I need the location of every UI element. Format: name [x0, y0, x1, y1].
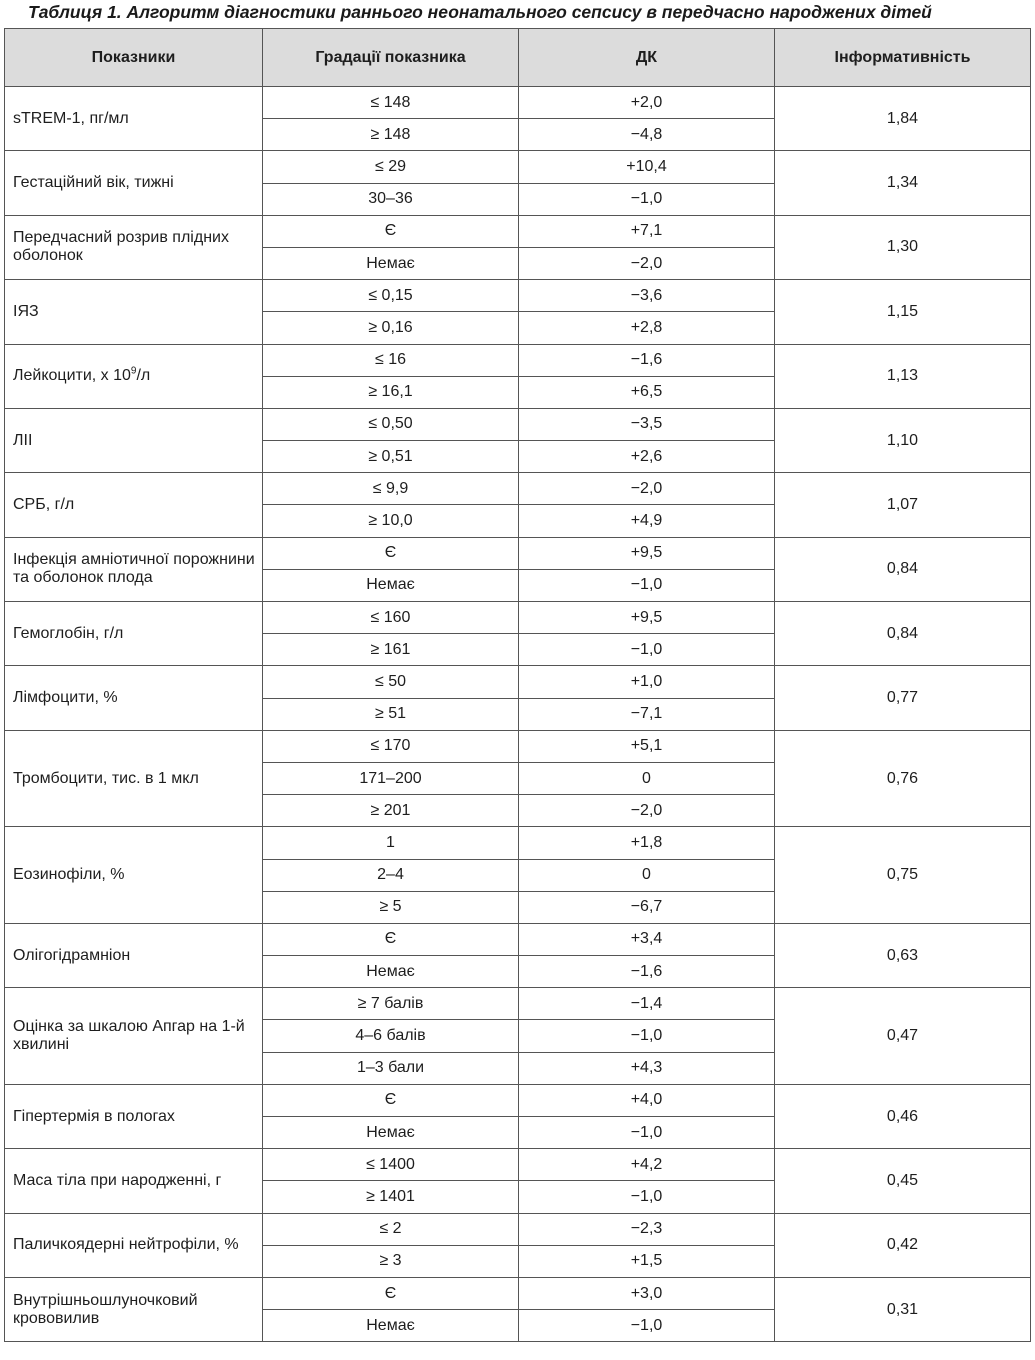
- informativeness-cell: 0,77: [775, 666, 1031, 730]
- table-row: [5, 151, 1031, 183]
- gradation-cell: 30–36: [263, 183, 519, 215]
- gradation-cell: ≤ 148: [263, 87, 519, 119]
- dk-cell: +5,1: [519, 730, 775, 762]
- dk-cell: 0: [519, 762, 775, 794]
- dk-cell: +4,3: [519, 1052, 775, 1084]
- indicator-name: [5, 988, 263, 1085]
- informativeness-cell: 0,45: [775, 1149, 1031, 1213]
- dk-cell: −1,0: [519, 569, 775, 601]
- informativeness-cell: 1,84: [775, 87, 1031, 151]
- indicator-name-text: Олігогідрамніон: [13, 946, 131, 964]
- indicator-name-text: Паличкоядерні нейтрофіли, %: [13, 1236, 239, 1254]
- table-row: [5, 1277, 1031, 1309]
- indicator-name-suffix: /л: [136, 367, 151, 385]
- indicator-name: [5, 215, 263, 279]
- indicator-name-superscript: 9: [130, 365, 137, 377]
- gradation-cell: Є: [263, 1277, 519, 1309]
- gradation-cell: Немає: [263, 956, 519, 988]
- dk-cell: −1,6: [519, 344, 775, 376]
- table-row: [5, 87, 1031, 119]
- informativeness-cell: 1,34: [775, 151, 1031, 215]
- dk-cell: −1,0: [519, 634, 775, 666]
- gradation-cell: ≥ 51: [263, 698, 519, 730]
- gradation-cell: ≥ 201: [263, 795, 519, 827]
- table-body: [5, 87, 1031, 1342]
- table-row: [5, 923, 1031, 955]
- dk-cell: −4,8: [519, 119, 775, 151]
- gradation-cell: ≤ 16: [263, 344, 519, 376]
- dk-cell: −6,7: [519, 891, 775, 923]
- informativeness-cell: 0,75: [775, 827, 1031, 924]
- gradation-cell: 2–4: [263, 859, 519, 891]
- indicator-name-text: Лейкоцити, х 10: [13, 367, 131, 385]
- dk-cell: −2,0: [519, 247, 775, 279]
- dk-cell: +6,5: [519, 376, 775, 408]
- indicator-name: [5, 666, 263, 730]
- indicator-name-text: Передчасний розрив плідних оболонок: [13, 229, 229, 265]
- dk-cell: +2,0: [519, 87, 775, 119]
- header-indicator: Показники: [5, 29, 263, 87]
- indicator-name-text: Гемоглобін, г/л: [13, 624, 124, 642]
- dk-cell: 0: [519, 859, 775, 891]
- indicator-name: [5, 280, 263, 344]
- informativeness-cell: 0,76: [775, 730, 1031, 827]
- gradation-cell: Є: [263, 215, 519, 247]
- informativeness-cell: 1,30: [775, 215, 1031, 279]
- dk-cell: −1,0: [519, 1310, 775, 1342]
- gradation-cell: ≤ 160: [263, 602, 519, 634]
- dk-cell: +4,9: [519, 505, 775, 537]
- table-row: [5, 215, 1031, 247]
- gradation-cell: Немає: [263, 1310, 519, 1342]
- informativeness-cell: 0,84: [775, 602, 1031, 666]
- informativeness-cell: 0,63: [775, 923, 1031, 987]
- table-caption: Таблиця 1. Алгоритм діагностики раннього неонатального сепсису в передчасно народжених дітей: [28, 2, 932, 22]
- dk-cell: −1,4: [519, 988, 775, 1020]
- informativeness-cell: 1,07: [775, 473, 1031, 537]
- indicator-name-text: Еозинофіли, %: [13, 866, 125, 884]
- gradation-cell: ≤ 170: [263, 730, 519, 762]
- dk-cell: −1,0: [519, 1020, 775, 1052]
- gradation-cell: ≤ 50: [263, 666, 519, 698]
- dk-cell: −1,0: [519, 1181, 775, 1213]
- dk-cell: +4,2: [519, 1149, 775, 1181]
- indicator-name: [5, 408, 263, 472]
- indicator-name: [5, 730, 263, 827]
- gradation-cell: ≥ 7 балів: [263, 988, 519, 1020]
- gradation-cell: ≥ 148: [263, 119, 519, 151]
- dk-cell: −2,3: [519, 1213, 775, 1245]
- gradation-cell: ≤ 9,9: [263, 473, 519, 505]
- header-dk: ДК: [519, 29, 775, 87]
- informativeness-cell: 1,10: [775, 408, 1031, 472]
- dk-cell: −2,0: [519, 473, 775, 505]
- indicator-name-text: Тромбоцити, тис. в 1 мкл: [13, 769, 199, 787]
- gradation-cell: ≥ 3: [263, 1245, 519, 1277]
- gradation-cell: ≤ 1400: [263, 1149, 519, 1181]
- dk-cell: +9,5: [519, 537, 775, 569]
- gradation-cell: ≥ 10,0: [263, 505, 519, 537]
- gradation-cell: ≤ 0,50: [263, 408, 519, 440]
- dk-cell: −1,6: [519, 956, 775, 988]
- indicator-name: [5, 1149, 263, 1213]
- dk-cell: +7,1: [519, 215, 775, 247]
- gradation-cell: ≤ 29: [263, 151, 519, 183]
- gradation-cell: ≤ 2: [263, 1213, 519, 1245]
- dk-cell: −2,0: [519, 795, 775, 827]
- table-row: [5, 1149, 1031, 1181]
- table-row: [5, 666, 1031, 698]
- gradation-cell: 1: [263, 827, 519, 859]
- dk-cell: +4,0: [519, 1084, 775, 1116]
- table-row: [5, 537, 1031, 569]
- gradation-cell: ≥ 0,16: [263, 312, 519, 344]
- indicator-name-text: Оцінка за шкалою Апгар на 1-й хвилині: [13, 1018, 245, 1054]
- informativeness-cell: 0,31: [775, 1277, 1031, 1341]
- indicator-name: [5, 602, 263, 666]
- informativeness-cell: 0,47: [775, 988, 1031, 1085]
- table-row: [5, 344, 1031, 376]
- table-header-row: [5, 29, 1031, 87]
- gradation-cell: ≥ 0,51: [263, 441, 519, 473]
- dk-cell: +1,5: [519, 1245, 775, 1277]
- dk-cell: −7,1: [519, 698, 775, 730]
- dk-cell: +2,8: [519, 312, 775, 344]
- indicator-name-text: sTREM-1, пг/мл: [13, 109, 129, 127]
- informativeness-cell: 0,46: [775, 1084, 1031, 1148]
- diagnostic-table: [4, 28, 1031, 1342]
- table-row: [5, 1213, 1031, 1245]
- indicator-name-text: Маса тіла при народженні, г: [13, 1171, 222, 1189]
- indicator-name-text: Гіпертермія в пологах: [13, 1107, 175, 1125]
- table-row: [5, 602, 1031, 634]
- gradation-cell: 1–3 бали: [263, 1052, 519, 1084]
- gradation-cell: Немає: [263, 247, 519, 279]
- indicator-name: [5, 151, 263, 215]
- indicator-name: [5, 87, 263, 151]
- indicator-name: [5, 923, 263, 987]
- gradation-cell: ≤ 0,15: [263, 280, 519, 312]
- dk-cell: −3,5: [519, 408, 775, 440]
- gradation-cell: Немає: [263, 1117, 519, 1149]
- dk-cell: +3,4: [519, 923, 775, 955]
- table-row: [5, 473, 1031, 505]
- table-row: [5, 1084, 1031, 1116]
- header-gradation: Градації показника: [263, 29, 519, 87]
- gradation-cell: ≥ 5: [263, 891, 519, 923]
- indicator-name-text: ЛІІ: [13, 431, 33, 449]
- dk-cell: +2,6: [519, 441, 775, 473]
- table-row: [5, 280, 1031, 312]
- indicator-name-text: ІЯЗ: [13, 302, 39, 320]
- indicator-name: [5, 473, 263, 537]
- informativeness-cell: 1,13: [775, 344, 1031, 408]
- dk-cell: −3,6: [519, 280, 775, 312]
- gradation-cell: Є: [263, 537, 519, 569]
- dk-cell: −1,0: [519, 183, 775, 215]
- gradation-cell: Є: [263, 1084, 519, 1116]
- indicator-name: [5, 827, 263, 924]
- table-row: [5, 408, 1031, 440]
- dk-cell: +9,5: [519, 602, 775, 634]
- informativeness-cell: 0,42: [775, 1213, 1031, 1277]
- dk-cell: +3,0: [519, 1277, 775, 1309]
- indicator-name-text: Лімфоцити, %: [13, 689, 118, 707]
- dk-cell: −1,0: [519, 1117, 775, 1149]
- gradation-cell: Немає: [263, 569, 519, 601]
- dk-cell: +1,8: [519, 827, 775, 859]
- gradation-cell: 171–200: [263, 762, 519, 794]
- indicator-name-text: СРБ, г/л: [13, 495, 75, 513]
- gradation-cell: Є: [263, 923, 519, 955]
- indicator-name: [5, 537, 263, 601]
- gradation-cell: ≥ 1401: [263, 1181, 519, 1213]
- indicator-name-text: Внутрішньошлуночковий крововилив: [13, 1291, 198, 1327]
- gradation-cell: ≥ 161: [263, 634, 519, 666]
- indicator-name-text: Гестаційний вік, тижні: [13, 174, 174, 192]
- header-info: Інформативність: [775, 29, 1031, 87]
- dk-cell: +10,4: [519, 151, 775, 183]
- indicator-name: [5, 1084, 263, 1148]
- gradation-cell: ≥ 16,1: [263, 376, 519, 408]
- indicator-name-text: Інфекція амніотичної порожнини та оболонок плода: [13, 551, 255, 587]
- dk-cell: +1,0: [519, 666, 775, 698]
- table-row: [5, 730, 1031, 762]
- informativeness-cell: 1,15: [775, 280, 1031, 344]
- table-row: [5, 827, 1031, 859]
- informativeness-cell: 0,84: [775, 537, 1031, 601]
- indicator-name: [5, 344, 263, 408]
- indicator-name: [5, 1213, 263, 1277]
- indicator-name: [5, 1277, 263, 1341]
- gradation-cell: 4–6 балів: [263, 1020, 519, 1052]
- table-row: [5, 988, 1031, 1020]
